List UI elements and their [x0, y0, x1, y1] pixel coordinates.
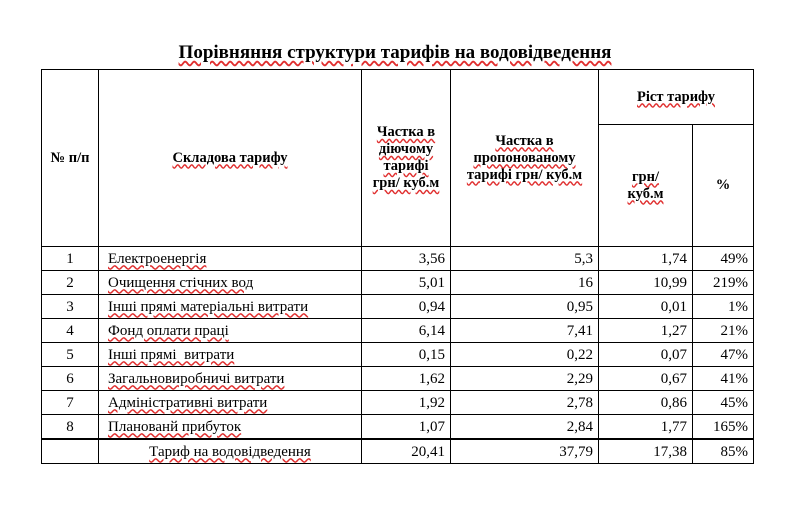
- table-row: [42, 415, 754, 440]
- row-growth-uah: 0,01: [599, 295, 693, 319]
- header-number: № п/п: [42, 70, 99, 247]
- table-row: [42, 319, 754, 343]
- row-growth-pct: 47%: [693, 343, 754, 367]
- row-component: Інші прямі матеріальні витрати: [99, 295, 362, 319]
- row-current: 0,15: [362, 343, 451, 367]
- total-growth-pct: 85%: [693, 439, 754, 464]
- row-growth-pct: 219%: [693, 271, 754, 295]
- header-growth-pct: %: [693, 125, 754, 247]
- row-number: 5: [42, 343, 99, 367]
- total-label: Тариф на водовідведення: [99, 439, 362, 464]
- tariff-table: [41, 69, 754, 464]
- row-proposed: 2,84: [451, 415, 599, 440]
- table-row: [42, 271, 754, 295]
- row-component: Електроенергія: [99, 247, 362, 271]
- row-number: 1: [42, 247, 99, 271]
- row-current: 0,94: [362, 295, 451, 319]
- table-row: [42, 343, 754, 367]
- total-proposed: 37,79: [451, 439, 599, 464]
- row-growth-pct: 41%: [693, 367, 754, 391]
- total-number-cell: [42, 439, 99, 464]
- row-growth-pct: 165%: [693, 415, 754, 440]
- row-growth-pct: 45%: [693, 391, 754, 415]
- row-current: 1,07: [362, 415, 451, 440]
- total-current: 20,41: [362, 439, 451, 464]
- row-proposed: 2,78: [451, 391, 599, 415]
- row-component: Очищення стічних вод: [99, 271, 362, 295]
- row-number: 7: [42, 391, 99, 415]
- row-current: 6,14: [362, 319, 451, 343]
- row-component: Фонд оплати праці: [99, 319, 362, 343]
- table-row: [42, 295, 754, 319]
- header-growth-uah: грн/ куб.м: [599, 125, 693, 247]
- table-row: [42, 367, 754, 391]
- row-number: 4: [42, 319, 99, 343]
- row-growth-uah: 1,27: [599, 319, 693, 343]
- row-current: 5,01: [362, 271, 451, 295]
- row-component: Інші прямі витрати: [99, 343, 362, 367]
- row-growth-uah: 0,67: [599, 367, 693, 391]
- row-proposed: 5,3: [451, 247, 599, 271]
- row-growth-uah: 0,07: [599, 343, 693, 367]
- row-number: 6: [42, 367, 99, 391]
- row-growth-uah: 10,99: [599, 271, 693, 295]
- header-component: Складова тарифу: [99, 70, 362, 247]
- row-component: Загальновиробничі витрати: [99, 367, 362, 391]
- row-number: 2: [42, 271, 99, 295]
- row-proposed: 16: [451, 271, 599, 295]
- row-proposed: 7,41: [451, 319, 599, 343]
- row-growth-pct: 49%: [693, 247, 754, 271]
- total-growth-uah: 17,38: [599, 439, 693, 464]
- row-number: 8: [42, 415, 99, 440]
- row-growth-uah: 0,86: [599, 391, 693, 415]
- page-title: Порівняння структури тарифів на водовідведення: [178, 42, 612, 63]
- row-growth-uah: 1,77: [599, 415, 693, 440]
- row-proposed: 2,29: [451, 367, 599, 391]
- header-current: Частка в діючому тарифі грн/ куб.м: [362, 70, 451, 247]
- header-growth: Ріст тарифу: [599, 70, 754, 125]
- row-number: 3: [42, 295, 99, 319]
- row-proposed: 0,95: [451, 295, 599, 319]
- row-growth-pct: 21%: [693, 319, 754, 343]
- header-proposed: Частка в пропонованому тарифі грн/ куб.м: [451, 70, 599, 247]
- row-growth-uah: 1,74: [599, 247, 693, 271]
- row-current: 1,92: [362, 391, 451, 415]
- row-component: Адміністративні витрати: [99, 391, 362, 415]
- row-current: 3,56: [362, 247, 451, 271]
- total-row: [42, 439, 754, 464]
- table-row: [42, 247, 754, 271]
- row-component: Планованй прибуток: [99, 415, 362, 440]
- row-current: 1,62: [362, 367, 451, 391]
- row-proposed: 0,22: [451, 343, 599, 367]
- row-growth-pct: 1%: [693, 295, 754, 319]
- table-row: [42, 391, 754, 415]
